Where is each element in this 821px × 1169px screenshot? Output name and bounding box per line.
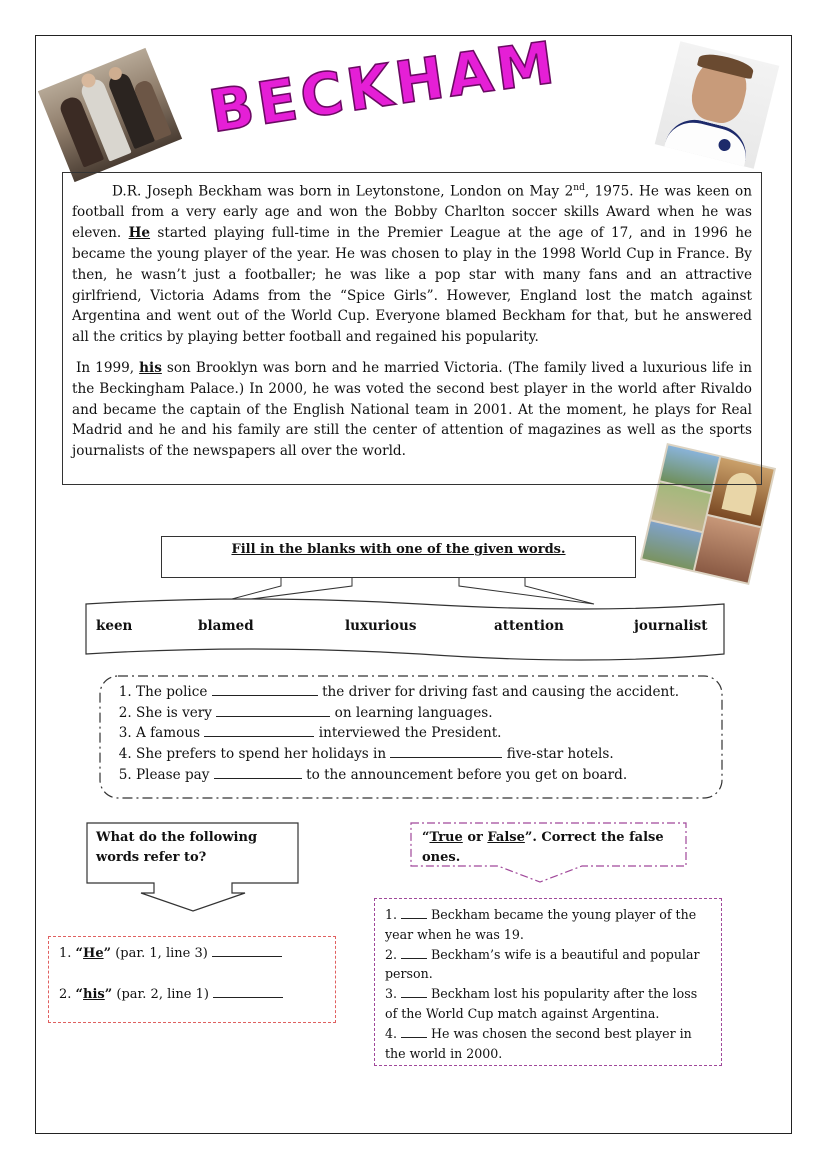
- word-bank-blamed: blamed: [198, 618, 254, 634]
- tf-item-4: 4. He was chosen the second best player in the world in 2000.: [385, 1025, 692, 1061]
- true-false-question: “True or False”. Correct the false ones.: [422, 830, 664, 865]
- paragraph-1: D.R. Joseph Beckham was born in Leytonstone, London on May 2nd, 1975. He was keen on football from a very early age and won the Bobby Charlton soccer skills Award when he was eleven. He started playing full-time in the Premier League at the age of 17, and in 1996 he became the young player of the year. He was chosen to play in the 1998 World Cup in France. By then, he wasn’t just a footballer; he was like a pop star with many fans and an attractive girlfriend, Victoria Adams from the “Spice Girls”. However, England lost the match against Argentina and went out of the World Cup. Everyone blamed Beckham for that, but he answered all the critics by playing better football and regained his popularity.: [72, 183, 752, 346]
- answer-blank[interactable]: [213, 984, 283, 998]
- ref-word-he: He: [128, 225, 151, 242]
- true-false-box: [374, 898, 722, 1066]
- answer-blank[interactable]: [204, 723, 314, 737]
- fill-in-instruction: Fill in the blanks with one of the given words.: [161, 536, 636, 578]
- paragraph-2: In 1999, his son Brooklyn was born and he married Victoria. (The family lived a luxurious life in the Beckingham Palace.) In 2000, he was voted the second best player in the world after Rivaldo and became the captain of the English National team in 2001. At the moment, he plays for Real Madrid and he and his family are still the center of attention of magazines as well as the sports journalists of the newspapers all over the world.: [72, 359, 753, 460]
- tf-item-2: 2. Beckham’s wife is a beautiful and popular person.: [385, 946, 700, 982]
- answer-blank[interactable]: [212, 943, 282, 957]
- answer-blank[interactable]: [390, 744, 502, 758]
- tf-item-3: 3. Beckham lost his popularity after the loss of the World Cup match against Argentina.: [385, 986, 698, 1021]
- refer-answers-box: [48, 936, 336, 1023]
- exercise-item-4: 4. She prefers to spend her holidays in five-star hotels.: [136, 744, 722, 765]
- word-bank-attention: attention: [494, 618, 564, 634]
- answer-blank[interactable]: [401, 945, 427, 959]
- ref-word-his: his: [139, 359, 162, 376]
- exercise-item-3: 3. A famous interviewed the President.: [136, 723, 722, 744]
- refer-item-1: 1. “He” (par. 1, line 3): [59, 943, 335, 964]
- exercise-item-5: 5. Please pay to the announcement before you get on board.: [136, 765, 722, 786]
- answer-blank[interactable]: [216, 703, 330, 717]
- refer-item-2: 2. “his” (par. 2, line 1): [59, 984, 335, 1005]
- exercise-item-2: 2. She is very on learning languages.: [136, 703, 722, 724]
- exercise-item-1: 1. The police the driver for driving fast and causing the accident.: [136, 682, 722, 703]
- refer-question: What do the following words refer to?: [96, 830, 258, 865]
- answer-blank[interactable]: [401, 984, 427, 998]
- answer-blank[interactable]: [401, 1024, 427, 1038]
- answer-blank[interactable]: [214, 765, 302, 779]
- word-bank-journalist: journalist: [634, 618, 708, 634]
- answer-blank[interactable]: [401, 905, 427, 919]
- tf-item-1: 1. Beckham became the young player of the year when he was 19.: [385, 907, 697, 942]
- page-title: BECKHAM: [205, 40, 562, 146]
- word-bank-luxurious: luxurious: [345, 618, 417, 634]
- fill-in-exercise: [100, 676, 722, 798]
- answer-blank[interactable]: [212, 682, 318, 696]
- word-bank-keen: keen: [96, 618, 133, 634]
